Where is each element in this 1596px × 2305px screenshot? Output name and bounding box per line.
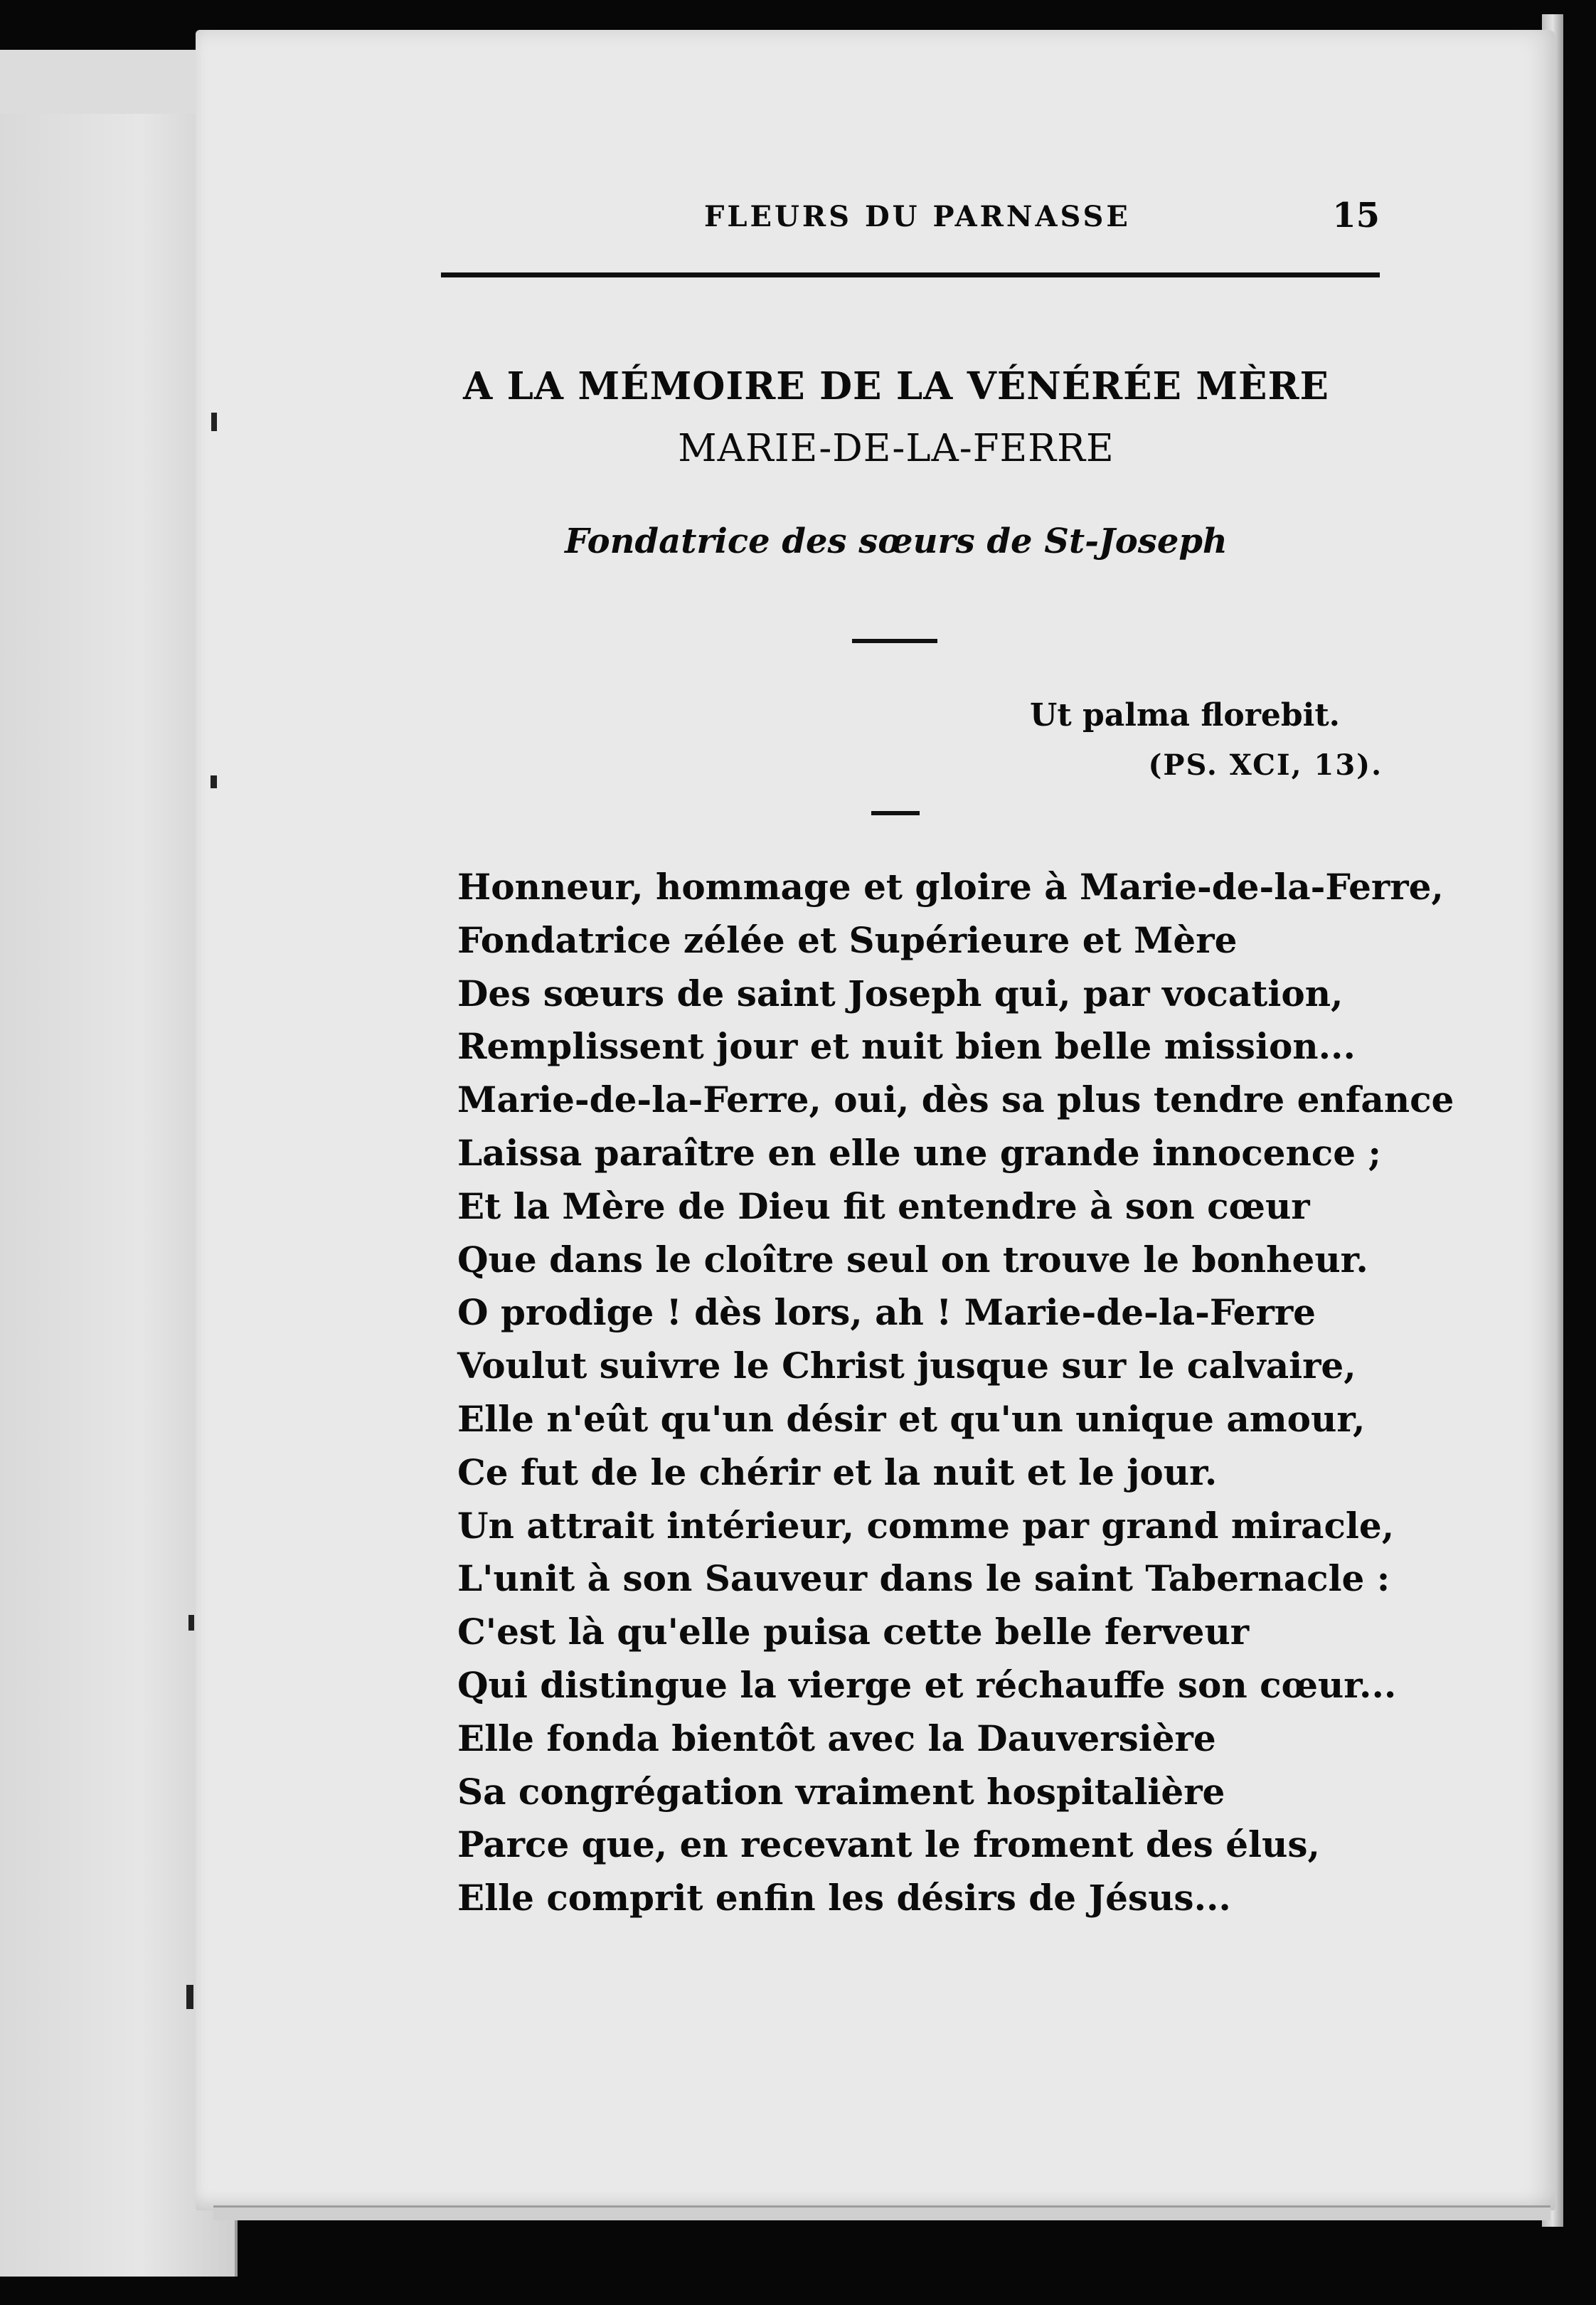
previous-page-edge	[0, 50, 206, 116]
epigraph-source: (PS. XCI, 13).	[1148, 748, 1383, 782]
separator-dash	[852, 639, 937, 643]
separator-dash	[871, 811, 920, 815]
verse-line: Qui distingue la vierge et réchauffe son cœur...	[457, 1663, 1397, 1706]
poem-title-line-1: A LA MÉMOIRE DE LA VÉNÉRÉE MÈRE	[463, 364, 1329, 408]
running-head	[441, 196, 1380, 243]
verse-line: Remplissent jour et nuit bien belle mission...	[457, 1025, 1356, 1068]
verse-line: Elle fonda bientôt avec la Dauversière	[457, 1717, 1216, 1759]
verse-line: O prodige ! dès lors, ah ! Marie-de-la-Ferre	[457, 1291, 1316, 1334]
poem-body	[457, 861, 1454, 1925]
header-rule	[441, 272, 1380, 277]
verse-line: Un attrait intérieur, comme par grand miracle,	[457, 1504, 1395, 1547]
verse-line: Que dans le cloître seul on trouve le bonheur.	[457, 1238, 1368, 1281]
verse-line: L'unit à son Sauveur dans le saint Tabernacle :	[457, 1557, 1390, 1600]
verse-line: Et la Mère de Dieu fit entendre à son cœur	[457, 1185, 1310, 1227]
verse-line: Des sœurs de saint Joseph qui, par vocation,	[457, 972, 1344, 1014]
margin-mark	[188, 1615, 194, 1631]
margin-mark	[211, 775, 217, 788]
verse-line: Elle n'eût qu'un désir et qu'un unique amour,	[457, 1397, 1366, 1440]
verse-line: Marie-de-la-Ferre, oui, dès sa plus tendre enfance	[457, 1079, 1454, 1121]
verse-line: Laissa paraître en elle une grande innocence ;	[457, 1131, 1381, 1174]
verse-line: Elle comprit enfin les désirs de Jésus...	[457, 1877, 1231, 1919]
page-bottom-edge	[213, 2205, 1550, 2220]
verse-line: Honneur, hommage et gloire à Marie-de-la-Ferre,	[457, 866, 1444, 908]
page-number: 15	[1332, 196, 1380, 235]
verse-line: Parce que, en recevant le froment des élus,	[457, 1823, 1320, 1866]
verse-line: Ce fut de le chérir et la nuit et le jour.	[457, 1451, 1218, 1493]
margin-mark	[211, 413, 217, 431]
margin-mark	[186, 1985, 193, 2009]
poem-subtitle: Fondatrice des sœurs de St-Joseph	[565, 521, 1228, 561]
verse-line: Voulut suivre le Christ jusque sur le calvaire,	[457, 1345, 1356, 1387]
epigraph: Ut palma florebit.	[1029, 697, 1340, 733]
verse-line: Sa congrégation vraiment hospitalière	[457, 1770, 1225, 1813]
verse-line: C'est là qu'elle puisa cette belle ferveur	[457, 1611, 1250, 1653]
running-title: FLEURS DU PARNASSE	[704, 200, 1131, 233]
verse-line: Fondatrice zélée et Supérieure et Mère	[457, 918, 1238, 961]
poem-title-line-2: MARIE-DE-LA-FERRE	[678, 427, 1114, 470]
